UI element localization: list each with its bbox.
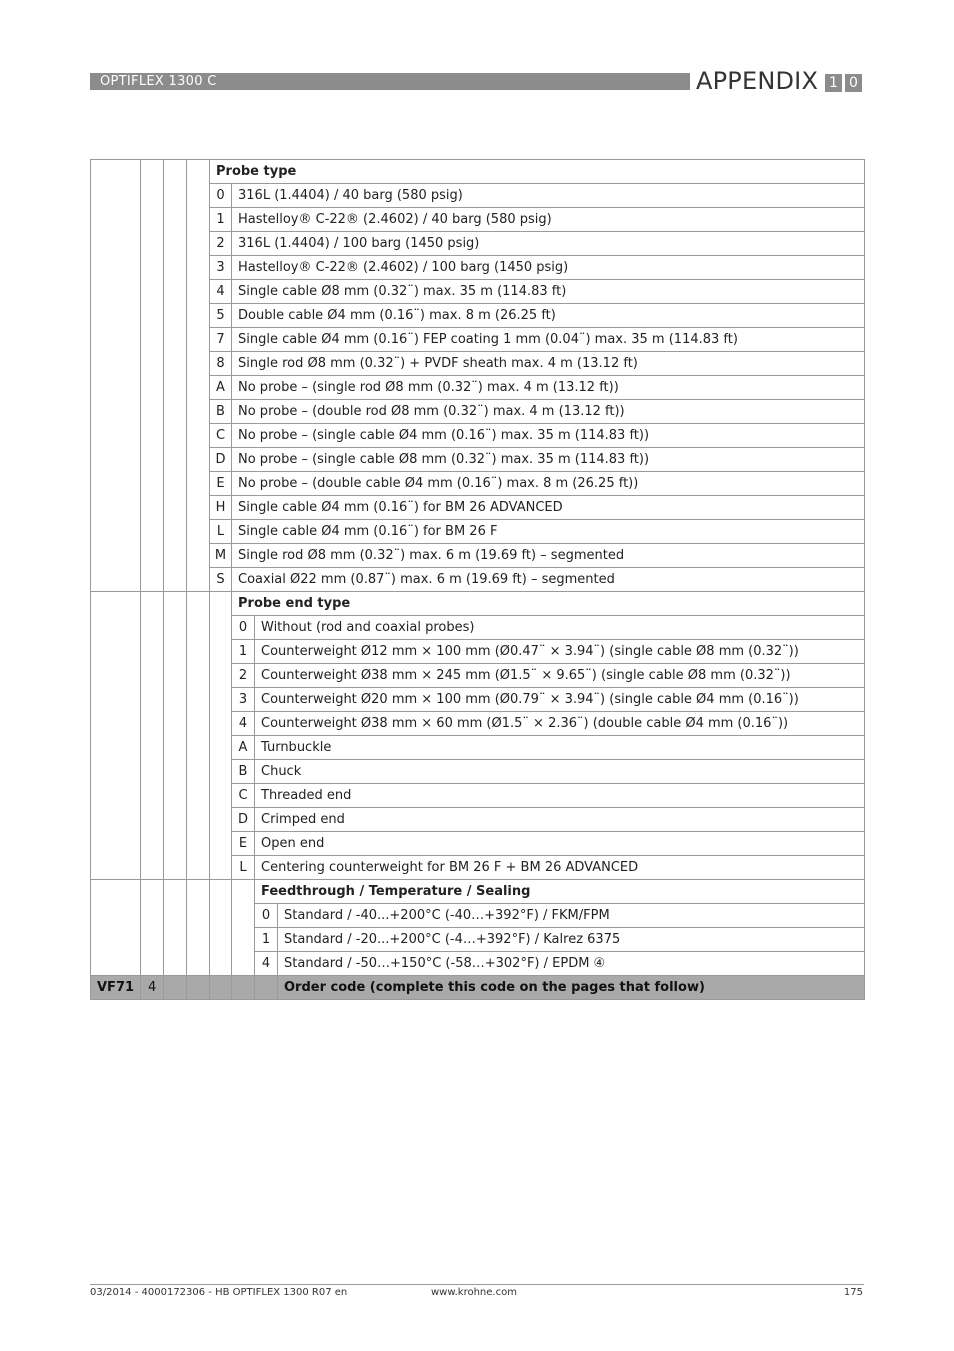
- probe-end-type-description: Counterweight Ø38 mm × 60 mm (Ø1.5¨ × 2.36¨) (double cable Ø4 mm (0.16¨)): [255, 712, 865, 736]
- probe-end-type-code: 2: [232, 664, 255, 688]
- spacer-cell: [141, 160, 164, 592]
- order-code-digit: 4: [141, 976, 164, 1000]
- spacer-cell: [187, 880, 210, 976]
- header-section-title: APPENDIX: [696, 67, 819, 95]
- probe-end-type-description: Turnbuckle: [255, 736, 865, 760]
- probe-end-type-code: 3: [232, 688, 255, 712]
- probe-type-code: D: [210, 448, 232, 472]
- feedthrough-code: 4: [255, 952, 278, 976]
- probe-type-code: 8: [210, 352, 232, 376]
- probe-type-code: 2: [210, 232, 232, 256]
- order-code-table: [90, 159, 865, 1000]
- footer-rule: [90, 1284, 864, 1285]
- probe-type-code: L: [210, 520, 232, 544]
- probe-type-code: 3: [210, 256, 232, 280]
- probe-type-description: No probe – (double cable Ø4 mm (0.16¨) max. 8 m (26.25 ft)): [232, 472, 865, 496]
- probe-type-description: Single cable Ø4 mm (0.16¨) for BM 26 F: [232, 520, 865, 544]
- probe-end-type-description: Open end: [255, 832, 865, 856]
- feedthrough-description: Standard / -20...+200°C (-4…+392°F) / Kalrez 6375: [278, 928, 865, 952]
- probe-type-description: Coaxial Ø22 mm (0.87¨) max. 6 m (19.69 ft) – segmented: [232, 568, 865, 592]
- order-table-body: [91, 160, 865, 1000]
- probe-type-description: Single cable Ø4 mm (0.16¨) FEP coating 1 mm (0.04¨) max. 35 m (114.83 ft): [232, 328, 865, 352]
- probe-type-description: 316L (1.4404) / 100 barg (1450 psig): [232, 232, 865, 256]
- probe-type-code: 7: [210, 328, 232, 352]
- probe-type-description: Hastelloy® C-22® (2.4602) / 100 barg (1450 psig): [232, 256, 865, 280]
- probe-end-type-code: 0: [232, 616, 255, 640]
- probe-end-type-code: B: [232, 760, 255, 784]
- header-product-name: OPTIFLEX 1300 C: [100, 74, 217, 89]
- spacer-cell: [187, 592, 210, 880]
- spacer-cell: [210, 592, 232, 880]
- probe-type-code: C: [210, 424, 232, 448]
- spacer-cell: [141, 592, 164, 880]
- order-code-row: [91, 976, 865, 1000]
- footer-website: www.krohne.com: [431, 1287, 517, 1298]
- probe-type-description: Single cable Ø8 mm (0.32¨) max. 35 m (114.83 ft): [232, 280, 865, 304]
- feedthrough-title-row: [91, 880, 865, 904]
- chapter-digit-1: 1: [825, 74, 842, 92]
- order-code-empty-slot: [187, 976, 210, 1000]
- spacer-cell: [164, 880, 187, 976]
- probe-end-type-code: 1: [232, 640, 255, 664]
- probe-end-type-code: L: [232, 856, 255, 880]
- order-code-prefix: VF71: [91, 976, 141, 1000]
- probe-end-type-description: Without (rod and coaxial probes): [255, 616, 865, 640]
- probe-end-type-description: Counterweight Ø38 mm × 245 mm (Ø1.5¨ × 9.65¨) (single cable Ø8 mm (0.32¨)): [255, 664, 865, 688]
- probe-end-type-code: C: [232, 784, 255, 808]
- probe-end-type-code: 4: [232, 712, 255, 736]
- feedthrough-description: Standard / -50…+150°C (-58…+302°F) / EPDM ④: [278, 952, 865, 976]
- probe-end-type-description: Chuck: [255, 760, 865, 784]
- probe-type-code: E: [210, 472, 232, 496]
- probe-end-type-description: Crimped end: [255, 808, 865, 832]
- probe-end-type-description: Threaded end: [255, 784, 865, 808]
- order-code-empty-slot: [255, 976, 278, 1000]
- probe-end-type-title: Probe end type: [232, 592, 865, 616]
- probe-type-description: Single cable Ø4 mm (0.16¨) for BM 26 ADVANCED: [232, 496, 865, 520]
- probe-end-type-description: Centering counterweight for BM 26 F + BM 26 ADVANCED: [255, 856, 865, 880]
- probe-type-code: 1: [210, 208, 232, 232]
- feedthrough-description: Standard / -40...+200°C (-40…+392°F) / FKM/FPM: [278, 904, 865, 928]
- chapter-digit-2: 0: [845, 74, 862, 92]
- spacer-cell: [141, 880, 164, 976]
- spacer-cell: [232, 880, 255, 976]
- probe-end-type-description: Counterweight Ø20 mm × 100 mm (Ø0.79¨ × 3.94¨) (single cable Ø4 mm (0.16¨)): [255, 688, 865, 712]
- probe-type-description: 316L (1.4404) / 40 barg (580 psig): [232, 184, 865, 208]
- probe-type-code: 4: [210, 280, 232, 304]
- footer-page-number: 175: [843, 1287, 863, 1298]
- probe-type-code: S: [210, 568, 232, 592]
- feedthrough-code: 1: [255, 928, 278, 952]
- spacer-cell: [91, 160, 141, 592]
- probe-type-code: M: [210, 544, 232, 568]
- feedthrough-title: Feedthrough / Temperature / Sealing: [255, 880, 865, 904]
- probe-end-type-description: Counterweight Ø12 mm × 100 mm (Ø0.47¨ × 3.94¨) (single cable Ø8 mm (0.32¨)): [255, 640, 865, 664]
- spacer-cell: [210, 880, 232, 976]
- order-code-label: Order code (complete this code on the pages that follow): [278, 976, 865, 1000]
- order-code-empty-slot: [210, 976, 232, 1000]
- spacer-cell: [187, 160, 210, 592]
- probe-end-type-code: A: [232, 736, 255, 760]
- probe-type-code: B: [210, 400, 232, 424]
- order-code-empty-slot: [164, 976, 187, 1000]
- probe-type-description: Hastelloy® C-22® (2.4602) / 40 barg (580 psig): [232, 208, 865, 232]
- probe-type-description: Single rod Ø8 mm (0.32¨) + PVDF sheath max. 4 m (13.12 ft): [232, 352, 865, 376]
- probe-end-type-code: E: [232, 832, 255, 856]
- probe-type-description: Single rod Ø8 mm (0.32¨) max. 6 m (19.69 ft) – segmented: [232, 544, 865, 568]
- probe-type-code: H: [210, 496, 232, 520]
- probe-end-type-code: D: [232, 808, 255, 832]
- footer-document-id: 03/2014 - 4000172306 - HB OPTIFLEX 1300 R07 en: [90, 1287, 348, 1298]
- probe-type-description: No probe – (single rod Ø8 mm (0.32¨) max. 4 m (13.12 ft)): [232, 376, 865, 400]
- spacer-cell: [91, 880, 141, 976]
- probe-type-description: Double cable Ø4 mm (0.16¨) max. 8 m (26.25 ft): [232, 304, 865, 328]
- spacer-cell: [164, 160, 187, 592]
- probe-type-description: No probe – (double rod Ø8 mm (0.32¨) max. 4 m (13.12 ft)): [232, 400, 865, 424]
- probe-type-description: No probe – (single cable Ø8 mm (0.32¨) max. 35 m (114.83 ft)): [232, 448, 865, 472]
- probe-type-code: A: [210, 376, 232, 400]
- probe-type-title: Probe type: [210, 160, 865, 184]
- probe-type-code: 0: [210, 184, 232, 208]
- probe-type-title-row: [91, 160, 865, 184]
- spacer-cell: [164, 592, 187, 880]
- spacer-cell: [91, 592, 141, 880]
- probe-type-description: No probe – (single cable Ø4 mm (0.16¨) max. 35 m (114.83 ft)): [232, 424, 865, 448]
- probe-type-code: 5: [210, 304, 232, 328]
- probe-end-type-title-row: [91, 592, 865, 616]
- feedthrough-code: 0: [255, 904, 278, 928]
- order-code-empty-slot: [232, 976, 255, 1000]
